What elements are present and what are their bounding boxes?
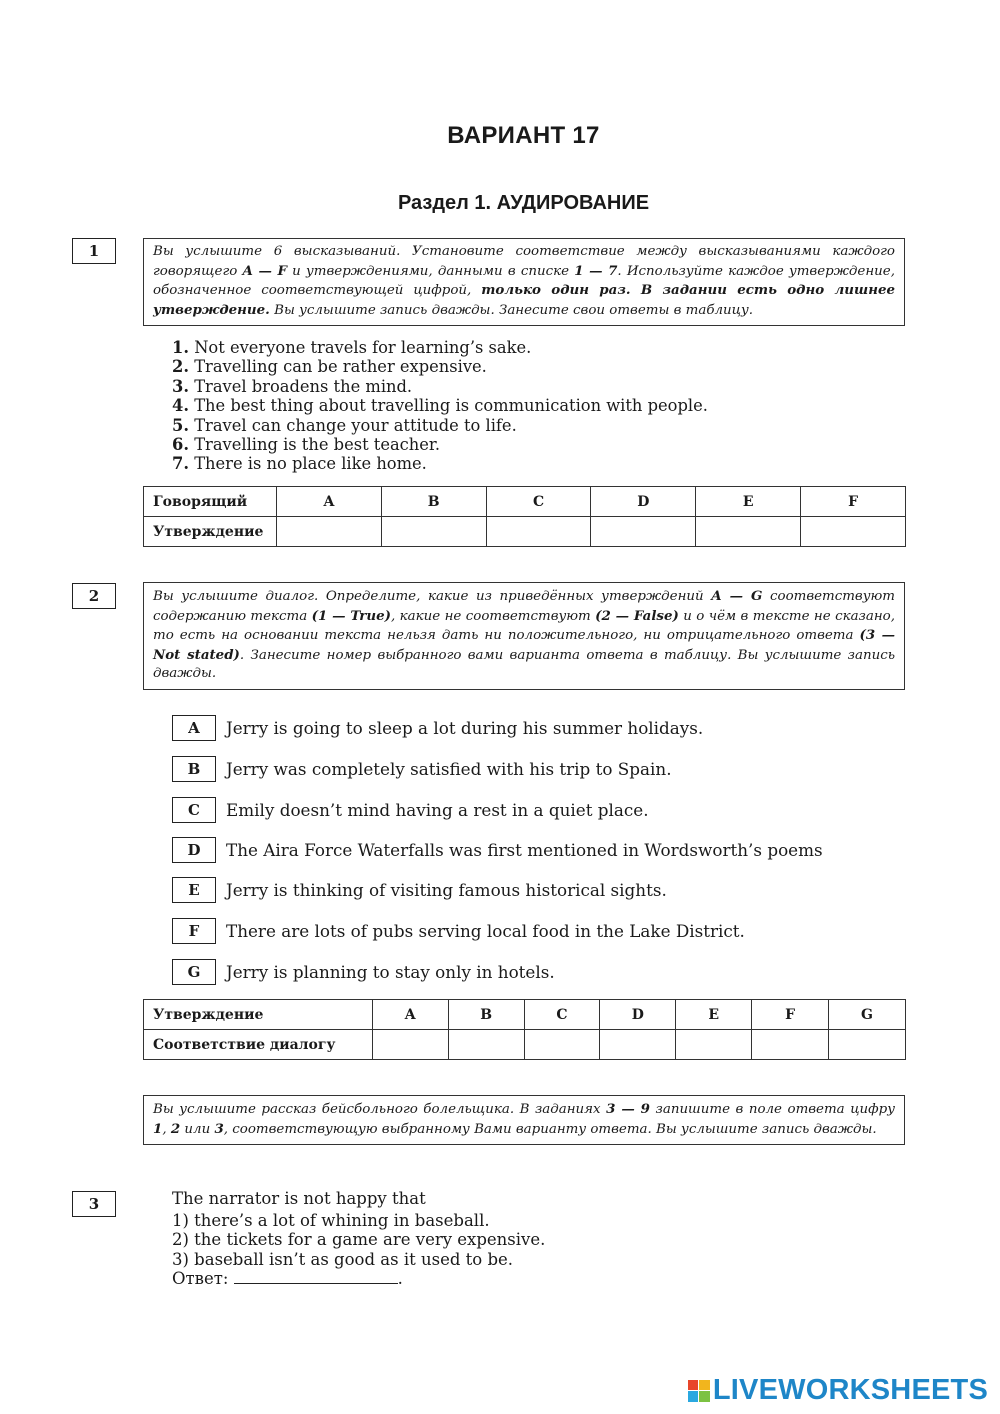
task1-instruction: Вы услышите 6 высказываний. Установите соответствие между высказываниями каждого говорящего A — F и утверждениями, данными в списке 1 — 7. Используйте каждое утверждение, обозначенное соответствующей цифрой, только один раз. В задании есть одно лишнее утверждение. Вы услышите запись дважды. Занесите свои ответы в таблицу. xyxy=(143,238,905,326)
statement-col-b: B xyxy=(448,1000,524,1030)
option-letter-box: F xyxy=(172,918,216,944)
speaker-col-d: D xyxy=(591,487,696,517)
option-letter-box: B xyxy=(172,756,216,782)
logo-squares-icon xyxy=(688,1380,710,1402)
answer-label: Ответ: xyxy=(172,1268,234,1288)
answer-row xyxy=(172,1269,545,1288)
statement-6: 6. Travelling is the best teacher. xyxy=(172,435,441,455)
option-text: Jerry is going to sleep a lot during his summer holidays. xyxy=(226,718,704,738)
speaker-col-c: C xyxy=(486,487,591,517)
task2-option-c xyxy=(172,797,649,823)
logo-text: LIVEWORKSHEETS xyxy=(712,1374,988,1406)
speaker-col-a: A xyxy=(276,487,381,517)
statement-col-a: A xyxy=(372,1000,448,1030)
task1-answer-table xyxy=(143,486,906,547)
option-letter-box: C xyxy=(172,797,216,823)
statement-col-f: F xyxy=(752,1000,829,1030)
table-row-label: Соответствие диалогу xyxy=(144,1030,373,1060)
statement-5: 5. Travel can change your attitude to life. xyxy=(172,415,517,435)
task2-answer-table xyxy=(143,999,906,1060)
option-letter-box: D xyxy=(172,837,216,863)
statement-col-g: G xyxy=(829,1000,906,1030)
answer-option-2: 2) the tickets for a game are very expensive. xyxy=(172,1230,546,1250)
table-header-label: Говорящий xyxy=(144,487,277,517)
answer-cell-b[interactable] xyxy=(381,517,486,547)
task-number-2: 2 xyxy=(72,583,116,609)
question-stem: The narrator is not happy that xyxy=(172,1189,426,1208)
task-number-3: 3 xyxy=(72,1191,116,1217)
task2-option-d xyxy=(172,837,823,863)
liveworksheets-logo xyxy=(688,1374,988,1407)
option-text: Jerry is thinking of visiting famous historical sights. xyxy=(226,880,667,900)
answer-cell-e[interactable] xyxy=(676,1030,752,1060)
option-text: The Aira Force Waterfalls was first mentioned in Wordsworth’s poems xyxy=(226,840,823,860)
option-text: Jerry was completely satisfied with his trip to Spain. xyxy=(226,759,672,779)
option-letter-box: A xyxy=(172,715,216,741)
option-letter-box: G xyxy=(172,959,216,985)
answer-cell-f[interactable] xyxy=(801,517,906,547)
statement-2: 2. Travelling can be rather expensive. xyxy=(172,357,487,377)
task-number-1: 1 xyxy=(72,238,116,264)
statement-4: 4. The best thing about travelling is communication with people. xyxy=(172,396,708,416)
answer-cell-d[interactable] xyxy=(591,517,696,547)
speaker-col-b: B xyxy=(381,487,486,517)
task2-option-g xyxy=(172,959,555,985)
task2-instruction: Вы услышите диалог. Определите, какие из приведённых утверждений A — G соответствуют содержанию текста (1 — True), какие не соответствуют (2 — False) и о чём в тексте не сказано, то есть на основании текста нельзя дать ни положительного, ни отрицательного ответа (3 — Not stated). Занесите номер выбранного вами варианта ответа в таблицу. Вы услышите запись дважды. xyxy=(143,582,905,690)
speaker-col-e: E xyxy=(696,487,801,517)
section-title: Раздел 1. АУДИРОВАНИЕ xyxy=(397,192,650,214)
answer-cell-e[interactable] xyxy=(696,517,801,547)
task2-option-f xyxy=(172,918,745,944)
answer-option-3: 3) baseball isn’t as good as it used to be. xyxy=(172,1249,514,1269)
tasks-3-9-instruction: Вы услышите рассказ бейсбольного болельщика. В заданиях 3 — 9 запишите в поле ответа цифру 1, 2 или 3, соответствующую выбранному Вами варианту ответа. Вы услышите запись дважды. xyxy=(143,1095,905,1145)
page-title: ВАРИАНТ 17 xyxy=(447,122,600,149)
answer-option-1: 1) there’s a lot of whining in baseball. xyxy=(172,1211,490,1231)
option-text: Emily doesn’t mind having a rest in a quiet place. xyxy=(226,800,649,820)
answer-cell-c[interactable] xyxy=(486,517,591,547)
option-text: There are lots of pubs serving local food in the Lake District. xyxy=(226,921,745,941)
answer-end: . xyxy=(397,1268,403,1288)
answer-cell-f[interactable] xyxy=(752,1030,829,1060)
option-text: Jerry is planning to stay only in hotels. xyxy=(226,962,555,982)
statement-col-e: E xyxy=(676,1000,752,1030)
table-header-label: Утверждение xyxy=(144,1000,373,1030)
task3-question xyxy=(172,1189,545,1288)
task1-statement-list xyxy=(172,338,708,474)
speaker-col-f: F xyxy=(801,487,906,517)
statement-7: 7. There is no place like home. xyxy=(172,454,427,474)
statement-1: 1. Not everyone travels for learning’s sake. xyxy=(172,338,532,357)
table-row-label: Утверждение xyxy=(144,517,277,547)
task2-option-e xyxy=(172,877,667,903)
statement-col-d: D xyxy=(600,1000,676,1030)
answer-cell-d[interactable] xyxy=(600,1030,676,1060)
task2-option-b xyxy=(172,756,672,782)
option-letter-box: E xyxy=(172,877,216,903)
answer-cell-b[interactable] xyxy=(448,1030,524,1060)
task2-option-a xyxy=(172,715,703,741)
answer-cell-c[interactable] xyxy=(524,1030,600,1060)
answer-cell-g[interactable] xyxy=(829,1030,906,1060)
statement-3: 3. Travel broadens the mind. xyxy=(172,376,413,396)
answer-field[interactable] xyxy=(234,1269,398,1284)
answer-cell-a[interactable] xyxy=(372,1030,448,1060)
statement-col-c: C xyxy=(524,1000,600,1030)
answer-cell-a[interactable] xyxy=(276,517,381,547)
